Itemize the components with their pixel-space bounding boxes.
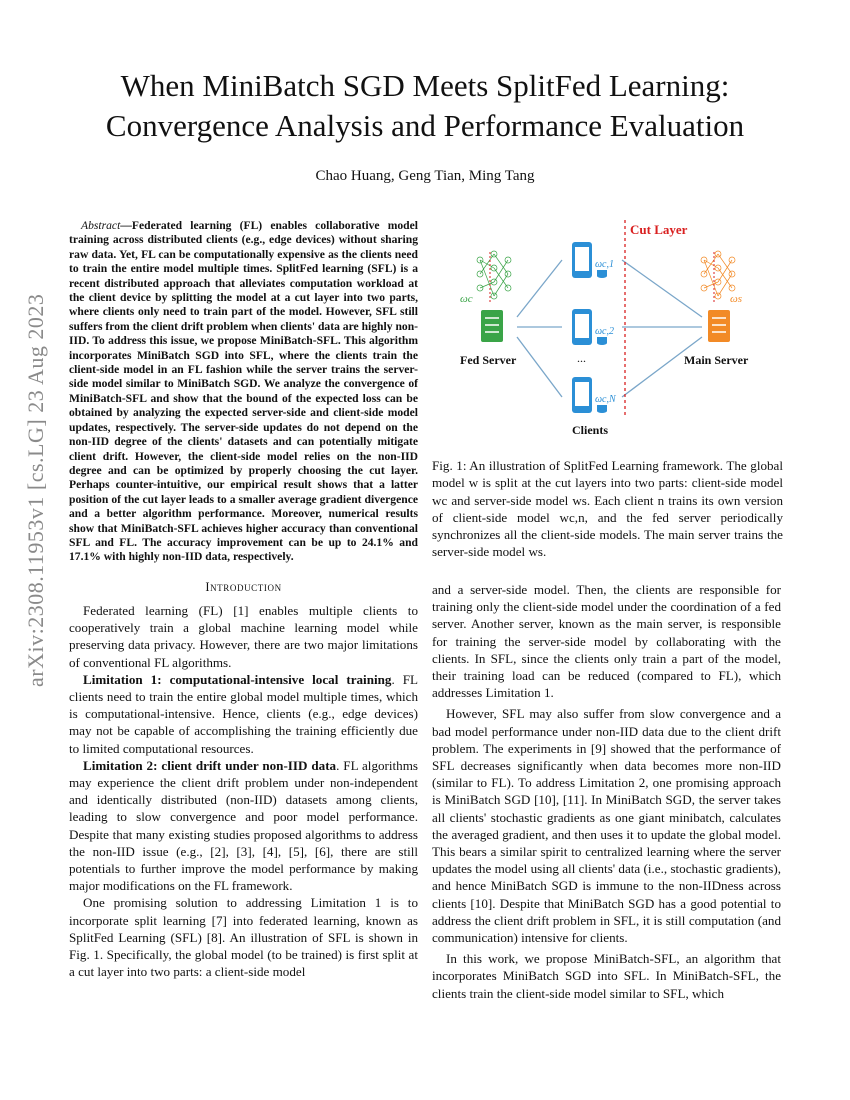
intro-paragraph-3 (69, 757, 418, 895)
title-line-1: When MiniBatch SGD Meets SplitFed Learning: (120, 68, 730, 103)
clients-ellipsis: ... (577, 351, 586, 365)
right-paragraph-3: In this work, we propose MiniBatch-SFL, an algorithm that incorporates MiniBatch SGD into SFL. In MiniBatch-SFL, the clients train the client-side model similar to SFL, which (432, 951, 781, 1001)
right-paragraph-2: However, SFL may also suffer from slow convergence and a bad model performance under non-IID data due to the client drift problem. The experiments in [9] showed that the performance of SFL decreases significantly when data becomes more non-IID (similar to FL). To address Limitation 2, one promising approach is MiniBatch SGD [10], [11]. In MiniBatch SGD, the server takes all clients' stochastic gradients as one giant minibatch, calculates the averaged gradient, and then uses it to update the global model. This bears a similar spirit to centralized learning where the server updates the model using all clients' data (i.e., stochastic gradients), and hence MiniBatch SGD is immune to the non-IIDness across clients [10]. Despite that MiniBatch SGD has a good potential to address the client drift problem in SFL, it is still computation (and communication) intensive for clients. (432, 706, 781, 946)
author-list: Chao Huang, Geng Tian, Ming Tang (315, 168, 535, 184)
intro-paragraph-1: Federated learning (FL) [1] enables multiple clients to cooperatively train a global machine learning model while preserving data privacy. However, there are two major limitations of conventional FL algorithms. (69, 602, 418, 670)
client-2-weight-label: ωc,2 (595, 326, 614, 337)
arxiv-identifier: arXiv:2308.11953v1 [cs.LG] 23 Aug 2023 (23, 293, 48, 687)
fed-server-label: Fed Server (460, 353, 517, 367)
limitation-2-heading: Limitation 2: client drift under non-IID data (83, 757, 337, 773)
main-server-icon (708, 310, 730, 342)
fed-server-icon (481, 310, 503, 342)
right-paragraph-1: and a server-side model. Then, the clients are responsible for training only the client-side model under the coordination of a fed server. Another server, known as the main server, is responsible for training the server-side model by collaborating with the clients. In SFL, since the clients only train a part of the model, their training load can be reduced (compared to FL), which addresses Limitation 1. (432, 582, 781, 701)
abstract-text: —Federated learning (FL) enables collaborative model training across distributed clients (e.g., edge devices) without sharing raw data. Yet, FL can be computationally expensive as the clients need to train the entire model multiple times. SplitFed learning (SFL) is a recent distributed approach that alleviates computation workload at the client device by splitting the model at a cut layer into two parts, where clients only need to train part of the model. However, SFL still suffers from the client drift problem when clients' data are highly non-IID. To address this issue, we propose MiniBatch-SFL. This algorithm incorporates MiniBatch SGD into SFL, where the clients train the client-side model in an FL fashion while the server trains the server-side model similar to MiniBatch SGD. We analyze the convergence of MiniBatch-SFL and show that the bound of the expected loss can be obtained by analyzing the expected server-side and client-side model updates, respectively. The server-side updates do not depend on the non-IID degree of the clients' datasets and can potentially mitigate client drift. However, the client-side model relies on the non-IID degree and can be optimized by properly choosing the cut layer. Perhaps counter-intuitive, our empirical result shows that a latter position of the cut layer leads to a smaller average gradient divergence and a better algorithm performance. Moreover, numerical results show that MiniBatch-SFL achieves higher accuracy than conventional SFL and FL. The accuracy improvement can be up to 24.1% and 17.1% with highly non-IID data, respectively. (69, 219, 418, 564)
main-server-network-icon (701, 251, 735, 299)
client-n-weight-label: ωc,N (595, 394, 616, 405)
limitation-1-text: . FL clients need to train the entire global model multiple times, which is computational-intensive. Hence, clients (e.g., edge devices) may not be capable of accomplishing the training efficiently due to limited computational resources. (69, 671, 419, 756)
limitation-2-text: . FL algorithms may experience the client drift problem under non-independent and identically distributed (non-IID) datasets among clients, leading to slow convergence and poor model performance. Despite that many existing studies proposed algorithms to address the non-IID issue (e.g., [2], [3], [4], [5], [6], there are still potentials to further improve the model performance by making major modifications on the FL framework. (69, 757, 419, 894)
left-column (69, 219, 418, 980)
section-heading-introduction: Introduction (205, 579, 282, 594)
right-column (432, 581, 781, 1002)
abstract (69, 219, 418, 565)
fed-server-weight-label: ωc (460, 293, 473, 305)
limitation-1-heading: Limitation 1: computational-intensive local training (83, 671, 392, 687)
client-1-weight-label: ωc,1 (595, 259, 614, 270)
abstract-lead: Abstract (81, 219, 121, 232)
figure-1-sfl-diagram (432, 212, 792, 442)
fed-server-network-icon (477, 251, 511, 299)
title-line-2: Convergence Analysis and Performance Evaluation (105, 108, 745, 143)
intro-paragraph-4: One promising solution to addressing Limitation 1 is to incorporate split learning [7] into federated learning, known as SplitFed Learning (SFL) [8]. An illustration of SFL is shown in Fig. 1. Specifically, the global model (to be trained) is first split at a cut layer into two parts: a client-side model (69, 895, 418, 980)
figure-1-caption: Fig. 1: An illustration of SplitFed Learning framework. The global model w is split at the cut layers into two parts: client-side model wc and server-side model ws. Each client n trains its own version of client-side model wc,n, and the fed server periodically synchronizes all the client-side models. The main server trains the server-side model ws. (432, 458, 783, 560)
cut-layer-label: Cut Layer (630, 222, 688, 237)
paper-title (70, 66, 780, 146)
intro-paragraph-2 (69, 671, 418, 757)
clients-label: Clients (572, 423, 608, 437)
main-server-weight-label: ωs (730, 293, 743, 305)
main-server-label: Main Server (684, 353, 749, 367)
